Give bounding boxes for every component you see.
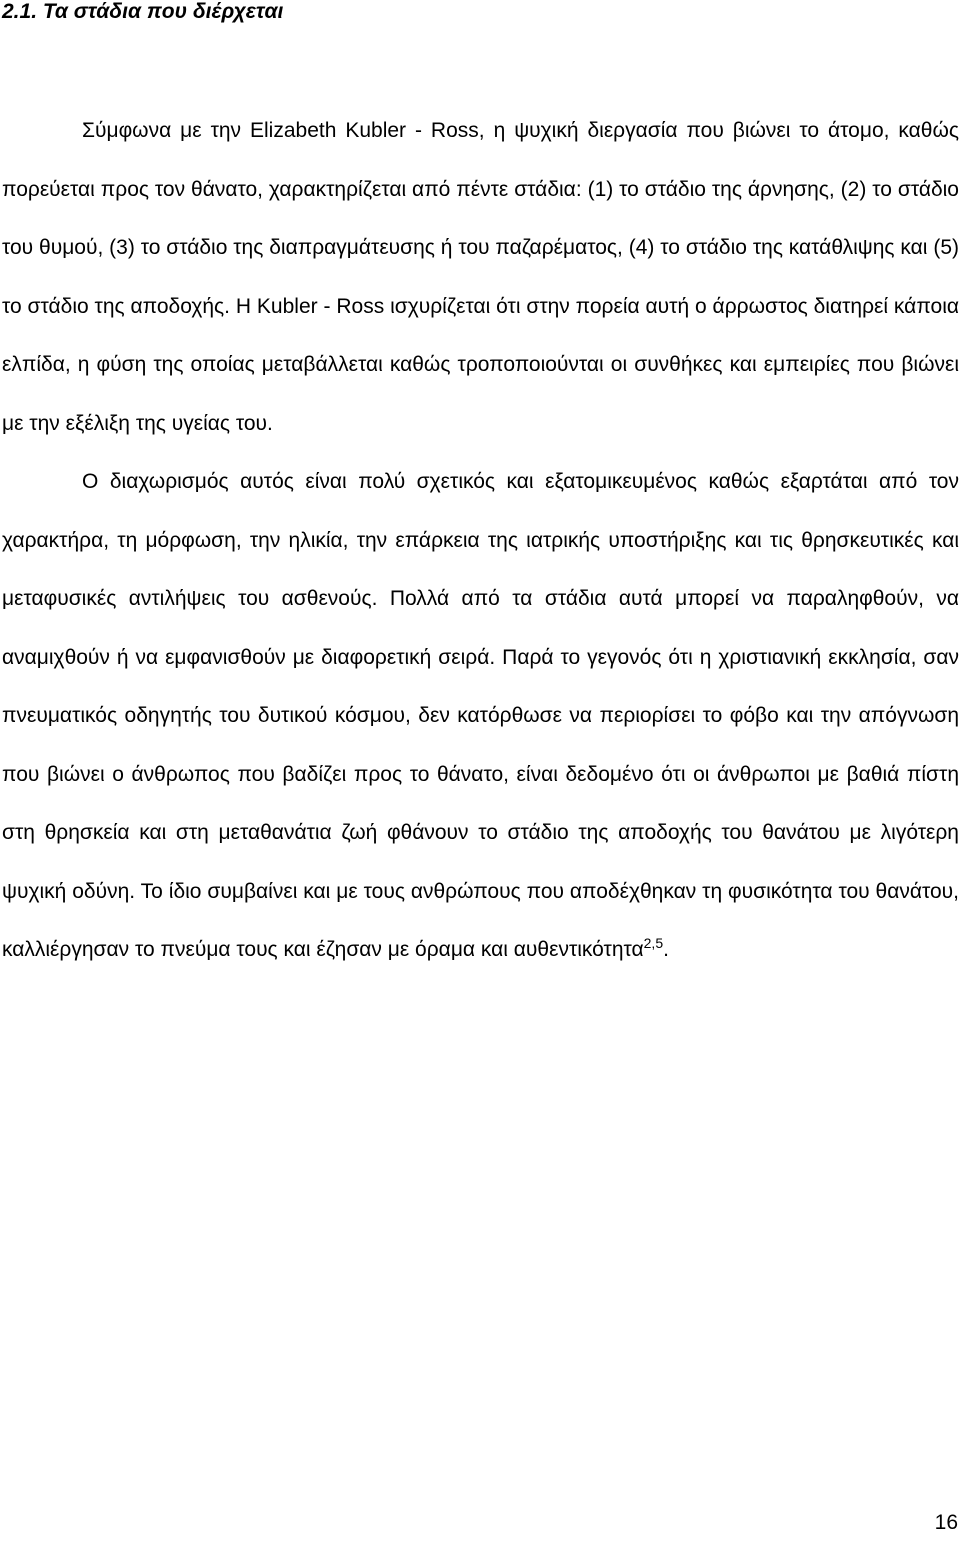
paragraph-2	[2, 453, 959, 980]
section-heading: 2.1. Τα στάδια που διέρχεται	[2, 0, 284, 23]
paragraph-2-end: .	[663, 938, 669, 961]
paragraph-1: Σύμφωνα με την Elizabeth Kubler - Ross, η ψυχική διεργασία που βιώνει το άτομο, καθώς πορεύεται προς τον θάνατο, χαρακτηρίζεται από πέντε στάδια: (1) το στάδιο της άρνησης, (2) το στάδιο του θυμού, (3) το στάδιο της διαπραγμάτευσης ή του παζαρέματος, (4) το στάδιο της κατάθλιψης και (5) το στάδιο της αποδοχής. Η Kubler - Ross ισχυρίζεται ότι στην πορεία αυτή ο άρρωστος διατηρεί κάποια ελπίδα, η φύση της οποίας μεταβάλλεται καθώς τροποποιούνται οι συνθήκες και εμπειρίες που βιώνει με την εξέλιξη της υγείας του.	[2, 119, 959, 435]
paragraph-2-text: Ο διαχωρισμός αυτός είναι πολύ σχετικός και εξατομικευμένος καθώς εξαρτάται από τον χαρακτήρα, τη μόρφωση, την ηλικία, την επάρκεια της ιατρικής υποστήριξης και τις θρησκευτικές και μεταφυσικές αντιλήψεις του ασθενούς. Πολλά από τα στάδια αυτά μπορεί να παραληφθούν, να αναμιχθούν ή να εμφανισθούν με διαφορετική σειρά. Παρά το γεγονός ότι η χριστιανική εκκλησία, σαν πνευματικός οδηγητής του δυτικού κόσμου, δεν κατόρθωσε να περιορίσει το φόβο και την απόγνωση που βιώνει ο άνθρωπος που βαδίζει προς το θάνατο, είναι δεδομένο ότι οι άνθρωποι με βαθιά πίστη στη θρησκεία και στη μεταθανάτια ζωή φθάνουν το στάδιο της αποδοχής του θανάτου με λιγότερη ψυχική οδύνη. Το ίδιο συμβαίνει και με τους ανθρώπους που αποδέχθηκαν τη φυσικότητα του θανάτου, καλλιέργησαν το πνεύμα τους και έζησαν με όραμα και αυθεντικότητα	[2, 470, 959, 961]
page-number: 16	[934, 1511, 958, 1534]
citation-superscript: 2,5	[643, 935, 664, 951]
